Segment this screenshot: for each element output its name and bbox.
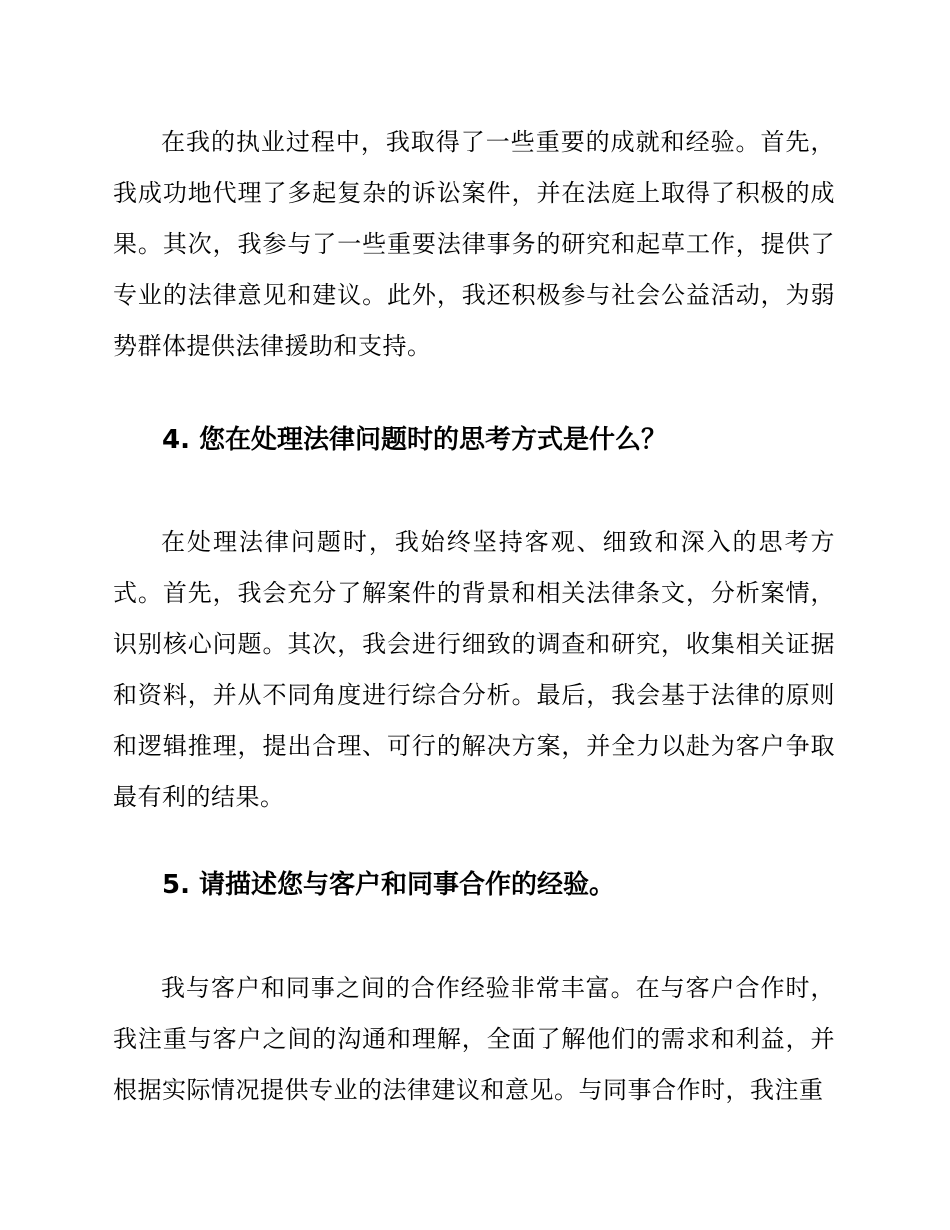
body-paragraph: 在我的执业过程中，我取得了一些重要的成就和经验。首先，我成功地代理了多起复杂的诉讼案件，并在法庭上取得了积极的成果。其次，我参与了一些重要法律事务的研究和起草工作，提供了专业的法律意见和建议。此外，我还积极参与社会公益活动，为弱势群体提供法律援助和支持。 <box>113 128 835 360</box>
body-paragraph: 在处理法律问题时，我始终坚持客观、细致和深入的思考方式。首先，我会充分了解案件的背景和相关法律条文，分析案情，识别核心问题。其次，我会进行细致的调查和研究，收集相关证据和资料，并从不同角度进行综合分析。最后，我会基于法律的原则和逻辑推理，提出合理、可行的解决方案，并全力以赴为客户争取最有利的结果。 <box>113 528 835 811</box>
section-heading: 5. 请描述您与客户和同事合作的经验。 <box>162 870 616 900</box>
section-heading: 4. 您在处理法律问题时的思考方式是什么？ <box>162 425 668 455</box>
body-paragraph: 我与客户和同事之间的合作经验非常丰富。在与客户合作时，我注重与客户之间的沟通和理解，全面了解他们的需求和利益，并根据实际情况提供专业的法律建议和意见。与同事合作时，我注重 <box>113 974 835 1104</box>
